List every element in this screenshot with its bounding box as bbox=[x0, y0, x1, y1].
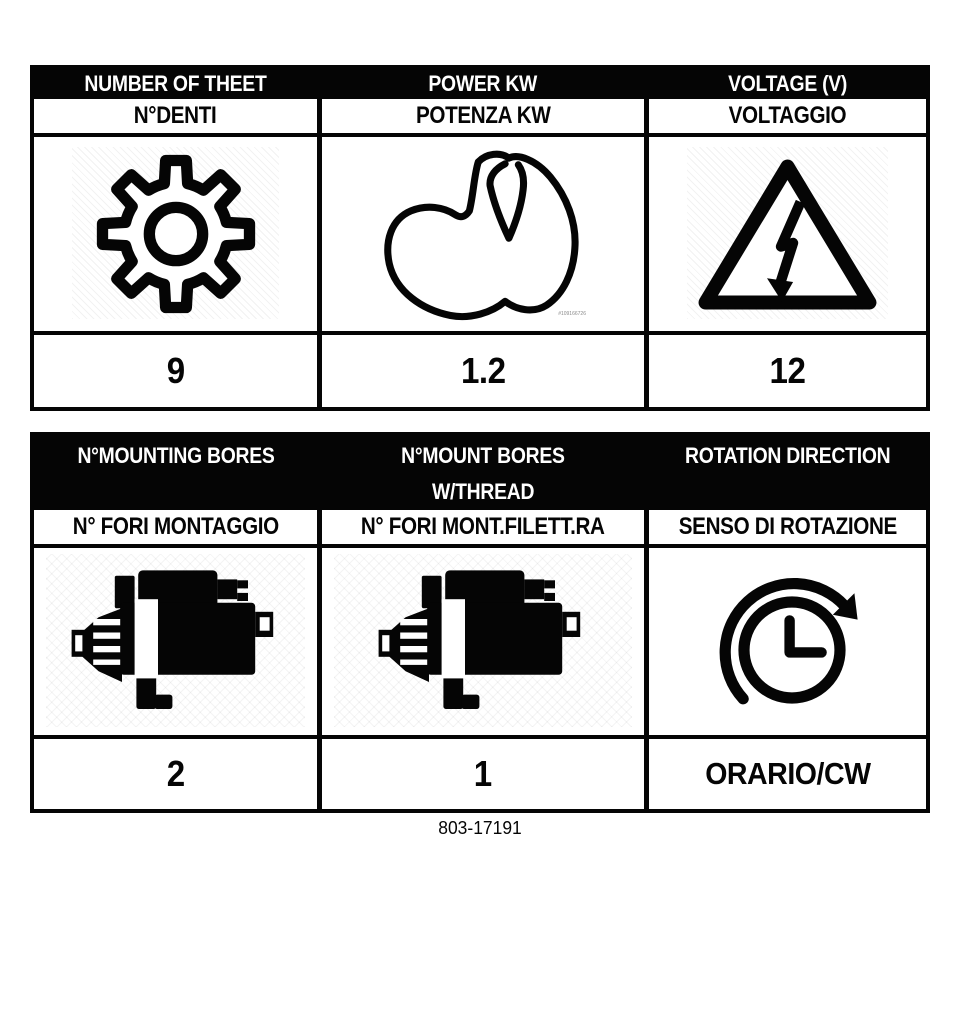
bottom-value-row bbox=[34, 735, 926, 809]
header-label: POWER KW bbox=[428, 71, 538, 96]
header-label: VOLTAGE (V) bbox=[728, 71, 847, 96]
mounting-bores-icon-cell bbox=[34, 548, 317, 735]
part-number-caption: 803-17191 bbox=[438, 818, 522, 838]
teeth-icon-cell bbox=[34, 137, 317, 331]
top-header-bar bbox=[34, 69, 926, 99]
power-value: 1.2 bbox=[460, 350, 506, 391]
label-voltaggio bbox=[644, 99, 926, 133]
header-mounting-bores bbox=[34, 436, 317, 510]
label-text: SENSO DI ROTAZIONE bbox=[678, 513, 897, 540]
label-fori-montaggio bbox=[34, 510, 317, 544]
power-value-cell bbox=[317, 335, 644, 407]
bottom-header-bar bbox=[34, 436, 926, 510]
header-label: N°MOUNTING BORES bbox=[76, 443, 275, 468]
label-fori-mont-filett bbox=[317, 510, 644, 544]
mount-bores-thread-icon-cell bbox=[317, 548, 644, 735]
label-text: N°DENTI bbox=[134, 102, 217, 129]
spec-sheet bbox=[30, 65, 930, 813]
header-label: NUMBER OF THEET bbox=[84, 71, 267, 96]
spec-table-bottom bbox=[30, 432, 930, 813]
header-voltage bbox=[644, 69, 926, 99]
top-value-row bbox=[34, 331, 926, 407]
voltage-icon-cell bbox=[644, 137, 926, 331]
mounting-bores-value-cell bbox=[34, 739, 317, 809]
top-icon-row bbox=[34, 133, 926, 331]
mount-bores-thread-value-cell bbox=[317, 739, 644, 809]
rotation-value: ORARIO/CW bbox=[704, 756, 871, 791]
header-power-kw bbox=[317, 69, 644, 99]
teeth-value: 9 bbox=[166, 350, 185, 391]
power-icon-cell bbox=[317, 137, 644, 331]
header-number-of-teeth bbox=[34, 69, 317, 99]
top-italian-label-row bbox=[34, 99, 926, 133]
voltage-value-cell bbox=[644, 335, 926, 407]
header-label-line2: W/THREAD bbox=[431, 479, 535, 504]
clockwise-rotation-icon bbox=[692, 550, 884, 734]
gear-icon bbox=[92, 150, 260, 318]
mount-bores-thread-value: 1 bbox=[474, 753, 492, 794]
label-text: N° FORI MONTAGGIO bbox=[72, 513, 279, 540]
label-text: VOLTAGGIO bbox=[728, 102, 847, 129]
header-rotation-direction bbox=[644, 436, 926, 510]
rotation-icon-cell bbox=[644, 548, 926, 735]
starter-motor-icon bbox=[68, 556, 284, 727]
high-voltage-icon bbox=[685, 146, 890, 323]
label-text: N° FORI MONT.FILETT.RA bbox=[361, 513, 605, 540]
starter-motor-icon bbox=[375, 556, 591, 727]
label-senso-di-rotazione bbox=[644, 510, 926, 544]
label-text: POTENZA KW bbox=[415, 102, 551, 129]
mounting-bores-value: 2 bbox=[166, 753, 185, 794]
teeth-value-cell bbox=[34, 335, 317, 407]
spec-table-top bbox=[30, 65, 930, 411]
bicep-icon bbox=[377, 142, 589, 326]
bottom-icon-row bbox=[34, 544, 926, 735]
label-n-denti bbox=[34, 99, 317, 133]
header-mount-bores-thread bbox=[317, 436, 644, 510]
label-potenza-kw bbox=[317, 99, 644, 133]
bottom-italian-label-row bbox=[34, 510, 926, 544]
watermark-id-text: #109166726 bbox=[558, 311, 586, 317]
header-label: ROTATION DIRECTION bbox=[684, 443, 891, 468]
voltage-value: 12 bbox=[769, 350, 806, 391]
rotation-value-cell bbox=[644, 739, 926, 809]
header-label-line1: N°MOUNT BORES bbox=[401, 443, 565, 468]
